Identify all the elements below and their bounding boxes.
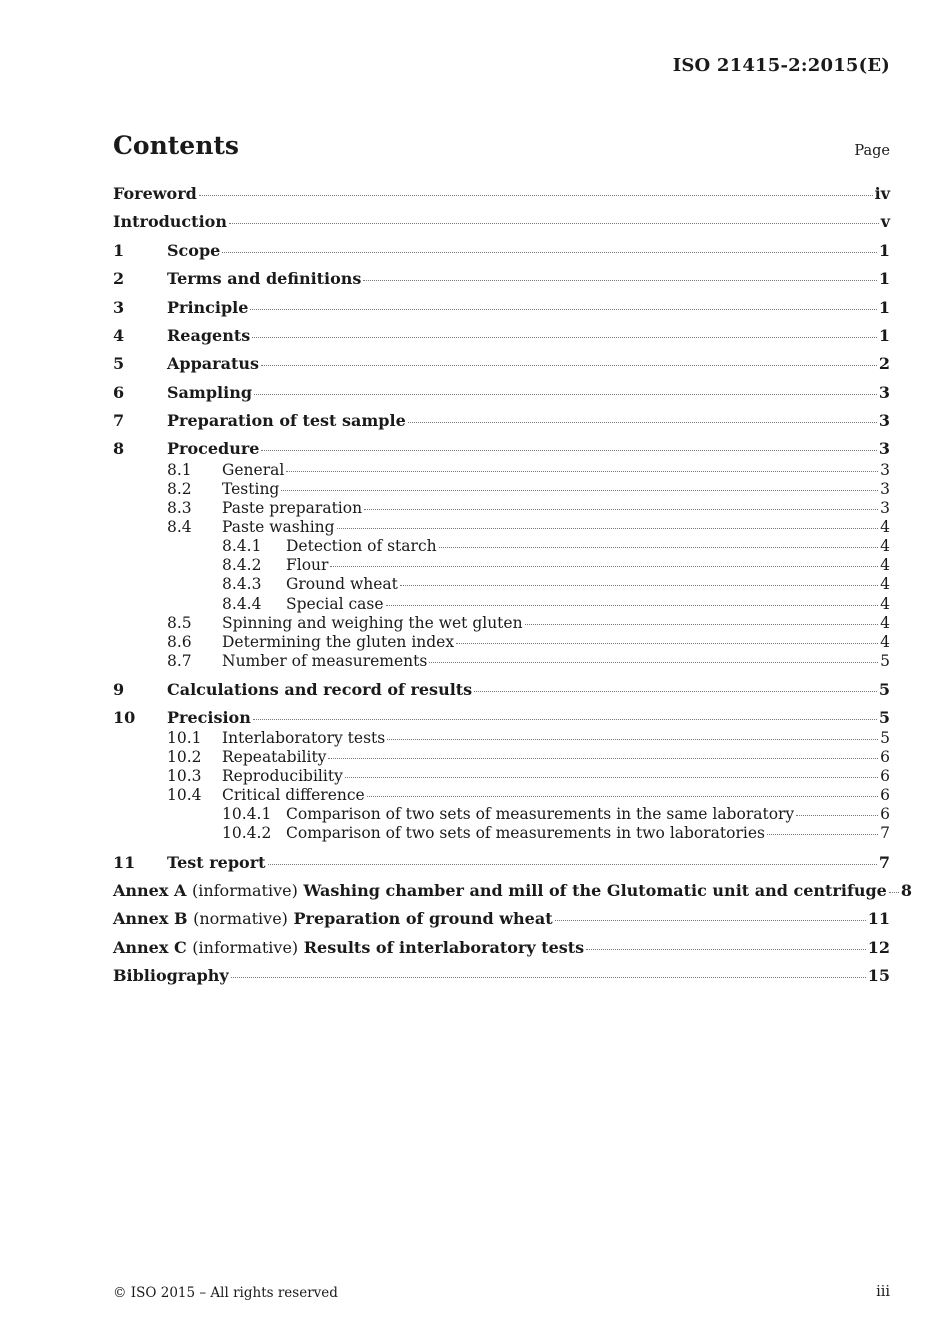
- toc-entry-title: Testing: [222, 480, 280, 498]
- toc-entry-number: 10.4.1: [222, 805, 272, 823]
- toc-entry[interactable]: [113, 499, 890, 517]
- toc-entry-title: Introduction: [113, 212, 227, 231]
- toc-entry-number: 2: [113, 269, 125, 288]
- toc-entry-title: Ground wheat: [286, 575, 398, 593]
- toc-entry[interactable]: [113, 748, 890, 766]
- toc-entry-page: 1: [878, 326, 890, 345]
- toc-entry-page: 2: [878, 354, 890, 373]
- toc-entry-title: Foreword: [113, 184, 197, 203]
- toc-entry-title: Determining the gluten index: [222, 633, 455, 651]
- toc-entry-number: 4: [113, 326, 125, 345]
- toc-entry-number: 8.4.4: [222, 595, 262, 613]
- dot-leader: [386, 605, 879, 606]
- toc-entry-title: Test report: [167, 853, 266, 872]
- toc-entry-title: Reproducibility: [222, 767, 343, 785]
- dot-leader: [250, 309, 876, 310]
- toc-entry[interactable]: [113, 652, 890, 670]
- toc-entry[interactable]: [113, 411, 890, 430]
- toc-entry-number: 9: [113, 680, 125, 699]
- toc-entry-number: 10.1: [167, 729, 202, 747]
- dot-leader: [387, 739, 878, 740]
- page-number: iii: [876, 1284, 890, 1300]
- dot-leader: [408, 422, 877, 423]
- toc-entry-number: 8.4.1: [222, 537, 262, 555]
- toc-entry[interactable]: [113, 439, 890, 458]
- toc-entry-number: 5: [113, 354, 125, 373]
- dot-leader: [456, 643, 878, 644]
- toc-entry[interactable]: [113, 241, 890, 260]
- dot-leader: [253, 719, 877, 720]
- dot-leader: [286, 471, 878, 472]
- toc-entry-number: 7: [113, 411, 125, 430]
- dot-leader: [330, 566, 878, 567]
- toc-entry-page: 4: [880, 595, 890, 613]
- toc-entry-page: 5: [878, 708, 890, 727]
- toc-entry-number: 8.7: [167, 652, 192, 670]
- toc-entry[interactable]: [113, 853, 890, 872]
- toc-entry-page: 3: [878, 439, 890, 458]
- toc-entry-number: 8.2: [167, 480, 192, 498]
- toc-entry[interactable]: [113, 269, 890, 288]
- toc-entry-number: 10.4: [167, 786, 202, 804]
- toc-entry[interactable]: [113, 805, 890, 823]
- toc-entry[interactable]: [113, 614, 890, 632]
- toc-entry[interactable]: [113, 480, 890, 498]
- toc-entry-page: 8: [900, 881, 912, 900]
- dot-leader: [261, 365, 877, 366]
- dot-leader: [261, 450, 876, 451]
- toc-entry-number: 8.4: [167, 518, 192, 536]
- toc-entry-page: 6: [880, 805, 890, 823]
- toc-entry-number: 8.5: [167, 614, 192, 632]
- toc-entry[interactable]: [113, 680, 890, 699]
- toc-entry-title: Bibliography: [113, 966, 229, 985]
- dot-leader: [586, 949, 866, 950]
- toc-entry-page: iv: [874, 184, 890, 203]
- toc-entry-page: 3: [880, 499, 890, 517]
- toc-entry-number: 8.4.2: [222, 556, 262, 574]
- copyright-notice: © ISO 2015 – All rights reserved: [113, 1285, 338, 1301]
- annex-qualifier: (informative): [192, 938, 299, 957]
- toc-entry-number: 8: [113, 439, 125, 458]
- toc-entry[interactable]: [113, 537, 890, 555]
- toc-entry-page: 11: [867, 909, 890, 928]
- toc-entry-page: 3: [878, 383, 890, 402]
- toc-entry-title: Precision: [167, 708, 251, 727]
- dot-leader: [889, 892, 899, 893]
- dot-leader: [337, 528, 879, 529]
- toc-entry-number: 6: [113, 383, 125, 402]
- toc-entry-page: 4: [880, 537, 890, 555]
- dot-leader: [364, 509, 878, 510]
- dot-leader: [231, 977, 866, 978]
- page-title: Contents: [113, 131, 240, 160]
- toc-entry-page: 3: [878, 411, 890, 430]
- toc-entry-title: Reagents: [167, 326, 251, 345]
- toc-entry-title: Paste washing: [222, 518, 335, 536]
- dot-leader: [199, 195, 873, 196]
- toc-entry-title: Detection of starch: [286, 537, 437, 555]
- toc-entry[interactable]: [113, 824, 890, 842]
- toc-entry-title: Washing chamber and mill of the Glutomatic unit and centrifuge: [303, 881, 887, 900]
- dot-leader: [525, 624, 879, 625]
- toc-entry[interactable]: [113, 575, 890, 593]
- toc-entry-title: Sampling: [167, 383, 253, 402]
- toc-entry-number: 10.4.2: [222, 824, 272, 842]
- toc-entry-number: 10: [113, 708, 136, 727]
- toc-entry-title: Flour: [286, 556, 329, 574]
- toc-entry-number: 8.6: [167, 633, 192, 651]
- dot-leader: [254, 394, 877, 395]
- annex-qualifier: (informative): [191, 881, 298, 900]
- toc-entry-number: 10.3: [167, 767, 202, 785]
- toc-entry-number: 8.4.3: [222, 575, 262, 593]
- toc-entry[interactable]: [113, 461, 890, 479]
- toc-entry[interactable]: [113, 708, 890, 727]
- toc-entry-number: 3: [113, 298, 125, 317]
- annex-label: Annex A: [113, 881, 187, 900]
- toc-entry-page: 1: [878, 298, 890, 317]
- toc-entry[interactable]: [113, 326, 890, 345]
- toc-entry-number: 10.2: [167, 748, 202, 766]
- toc-entry[interactable]: [113, 518, 890, 536]
- toc-entry-number: 11: [113, 853, 136, 872]
- toc-entry[interactable]: [113, 633, 890, 651]
- toc-entry-page: 3: [880, 461, 890, 479]
- toc-entry-number: 8.1: [167, 461, 192, 479]
- toc-entry-title: Comparison of two sets of measurements in two laboratories: [286, 824, 765, 842]
- toc-entry-title: Results of interlaboratory tests: [303, 938, 585, 957]
- toc-entry-title: General: [222, 461, 285, 479]
- toc-entry-title: Spinning and weighing the wet gluten: [222, 614, 523, 632]
- toc-entry[interactable]: [113, 938, 890, 957]
- dot-leader: [767, 834, 878, 835]
- toc-entry-page: 15: [867, 966, 890, 985]
- toc-entry-page: 1: [878, 269, 890, 288]
- toc-entry-page: 3: [880, 480, 890, 498]
- annex-qualifier: (normative): [193, 909, 288, 928]
- toc-entry-page: 6: [880, 748, 890, 766]
- toc-entry-title: Preparation of test sample: [167, 411, 406, 430]
- dot-leader: [367, 796, 878, 797]
- annex-label: Annex B: [113, 909, 188, 928]
- toc-entry-title: Comparison of two sets of measurements in the same laboratory: [286, 805, 795, 823]
- toc-entry[interactable]: [113, 212, 890, 231]
- toc-entry[interactable]: [113, 298, 890, 317]
- toc-entry-number: 1: [113, 241, 125, 260]
- toc-entry[interactable]: [113, 966, 890, 985]
- toc-entry-page: 4: [880, 556, 890, 574]
- toc-entry-page: 4: [880, 575, 890, 593]
- toc-entry-title: Terms and definitions: [167, 269, 362, 288]
- toc-entry-page: 1: [878, 241, 890, 260]
- toc-entry[interactable]: [113, 881, 912, 900]
- toc-entry-page: 4: [880, 633, 890, 651]
- toc-entry[interactable]: [113, 184, 890, 203]
- toc-entry-title: Paste preparation: [222, 499, 363, 517]
- toc-entry-title: Interlaboratory tests: [222, 729, 386, 747]
- toc-entry-title: Principle: [167, 298, 249, 317]
- toc-entry-title: Critical difference: [222, 786, 365, 804]
- document-id: ISO 21415-2:2015(E): [672, 55, 890, 76]
- toc-entry-page: 6: [880, 767, 890, 785]
- toc-entry[interactable]: [113, 383, 890, 402]
- dot-leader: [281, 490, 878, 491]
- dot-leader: [229, 223, 879, 224]
- toc-entry-title: Preparation of ground wheat: [293, 909, 553, 928]
- toc-entry[interactable]: [113, 729, 890, 747]
- annex-label: Annex C: [113, 938, 187, 957]
- dot-leader: [268, 864, 877, 865]
- page-column-label: Page: [854, 143, 890, 159]
- toc-entry-page: 4: [880, 614, 890, 632]
- toc-entry-page: 5: [878, 680, 890, 699]
- toc-entry-title: Special case: [286, 595, 384, 613]
- toc-entry[interactable]: [113, 909, 890, 928]
- toc-entry-title: Calculations and record of results: [167, 680, 473, 699]
- toc-entry-title: Procedure: [167, 439, 260, 458]
- toc-entry-title: Apparatus: [167, 354, 259, 373]
- toc-entry-page: 7: [880, 824, 890, 842]
- toc-entry[interactable]: [113, 767, 890, 785]
- dot-leader: [328, 758, 878, 759]
- toc-entry-page: 5: [880, 729, 890, 747]
- toc-entry-page: 6: [880, 786, 890, 804]
- toc-entry[interactable]: [113, 556, 890, 574]
- toc-entry-page: 7: [878, 853, 890, 872]
- dot-leader: [474, 691, 877, 692]
- toc-entry-title: Number of measurements: [222, 652, 428, 670]
- toc-entry-page: 4: [880, 518, 890, 536]
- dot-leader: [345, 777, 878, 778]
- dot-leader: [796, 815, 878, 816]
- toc-entry-page: 5: [880, 652, 890, 670]
- toc-entry[interactable]: [113, 354, 890, 373]
- dot-leader: [439, 547, 879, 548]
- dot-leader: [429, 662, 878, 663]
- toc-entry-page: 12: [867, 938, 890, 957]
- dot-leader: [555, 920, 866, 921]
- dot-leader: [222, 252, 877, 253]
- toc-entry[interactable]: [113, 786, 890, 804]
- toc-entry-number: 8.3: [167, 499, 192, 517]
- dot-leader: [400, 585, 878, 586]
- dot-leader: [363, 280, 876, 281]
- toc-entry[interactable]: [113, 595, 890, 613]
- toc-entry-page: v: [880, 212, 890, 231]
- toc-entry-title: Scope: [167, 241, 221, 260]
- toc-entry-title: Repeatability: [222, 748, 327, 766]
- dot-leader: [252, 337, 877, 338]
